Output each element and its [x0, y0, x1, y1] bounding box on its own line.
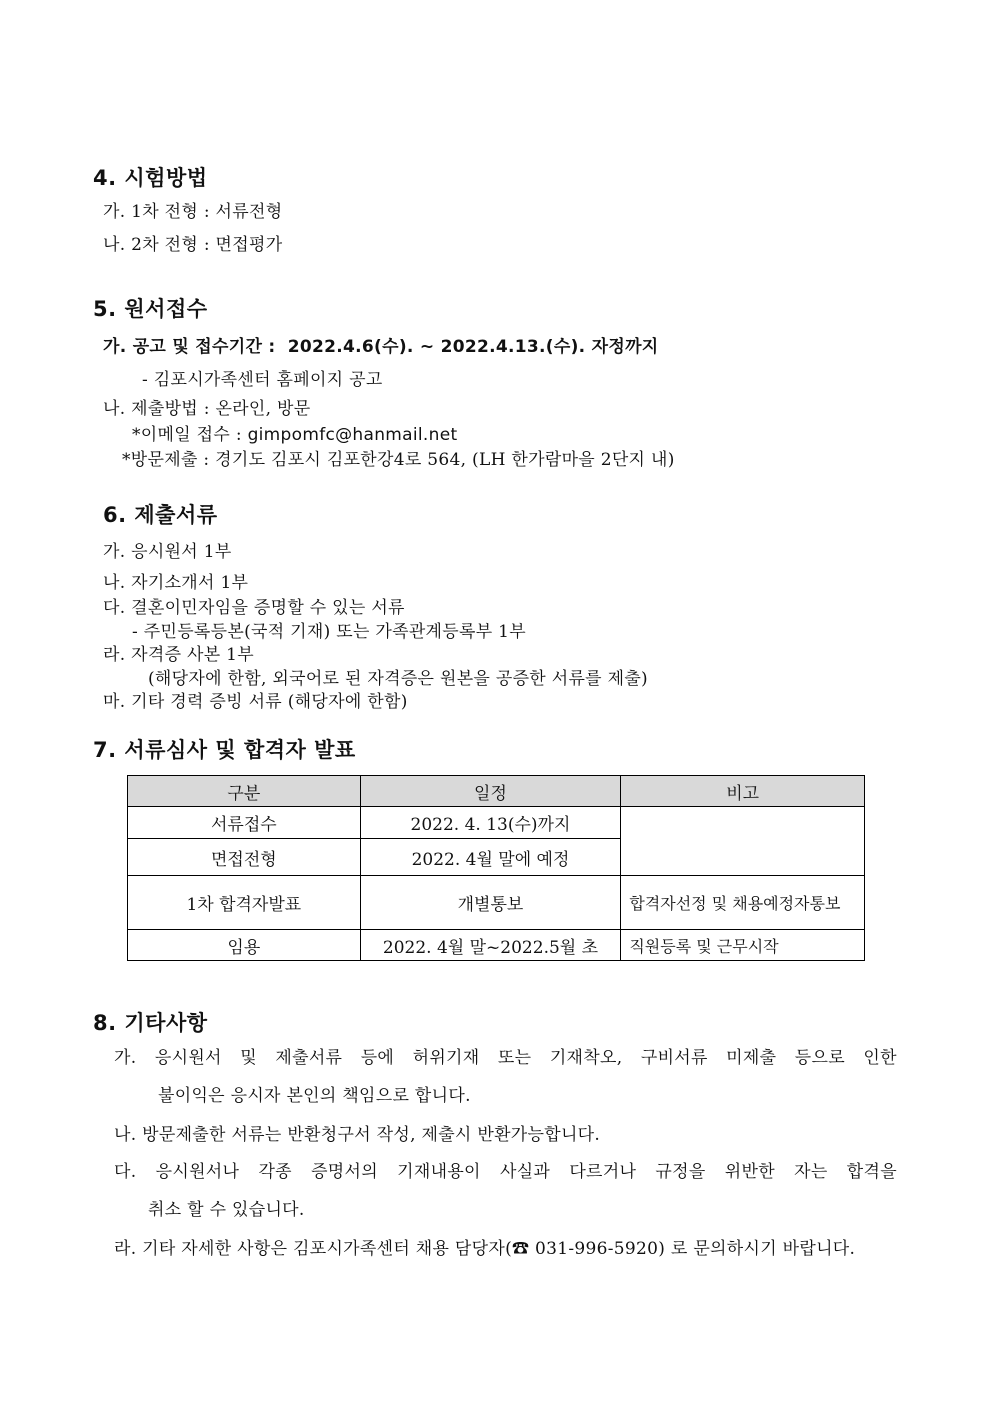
- header-category: 구분: [128, 776, 361, 807]
- word: 등에: [360, 1048, 395, 1068]
- word: 응시원서나: [155, 1162, 240, 1182]
- period-label: 가. 공고 및 접수기간 :: [103, 337, 282, 357]
- sec6-line-4: - 주민등록등본(국적 기재) 또는 가족관계등록부 1부: [132, 622, 526, 642]
- email-label: *이메일 접수 :: [132, 425, 248, 445]
- word: 위반한: [724, 1162, 775, 1182]
- word: 미제출: [726, 1048, 777, 1068]
- table-row: [128, 807, 865, 839]
- cell-category: 1차 합격자발표: [128, 876, 361, 930]
- word: 가.: [114, 1048, 137, 1068]
- sec6-line-5: 라. 자격증 사본 1부: [103, 645, 254, 665]
- sec8-item-b: 나. 방문제출한 서류는 반환청구서 작성, 제출시 반환가능합니다.: [114, 1125, 601, 1145]
- table-header-row: [128, 776, 865, 807]
- word: 자는: [794, 1162, 828, 1182]
- email-value: gimpomfc@hanmail.net: [247, 425, 458, 445]
- cell-schedule: 개별통보: [360, 876, 621, 930]
- sec4-item-2: 나. 2차 전형 : 면접평가: [103, 235, 283, 255]
- sec6-line-1: 가. 응시원서 1부: [103, 542, 232, 562]
- cell-note: 직원등록 및 근무시작: [621, 930, 865, 961]
- word: 또는: [497, 1048, 532, 1068]
- word: 등으로: [794, 1048, 845, 1068]
- cell-schedule: 2022. 4. 13(수)까지: [360, 807, 621, 839]
- period-value: 2022.4.6(수). ~ 2022.4.13.(수). 자정까지: [287, 337, 659, 357]
- cell-note: [621, 807, 865, 876]
- sec5-visit: *방문제출 : 경기도 김포시 김포한강4로 564, (LH 한가람마을 2단지 내): [122, 450, 675, 470]
- section-4-title: 4. 시험방법: [93, 166, 208, 190]
- sec8-item-a-line-1: [114, 1043, 897, 1068]
- word: 응시원서: [154, 1048, 222, 1068]
- cell-category: 면접전형: [128, 839, 361, 876]
- word: 제출서류: [275, 1048, 343, 1068]
- table-row: [128, 876, 865, 930]
- section-5-title: 5. 원서접수: [93, 297, 208, 321]
- word: 각종: [258, 1162, 292, 1182]
- word: 기재착오,: [549, 1048, 623, 1068]
- sec8-item-d: 라. 기타 자세한 사항은 김포시가족센터 채용 담당자(☎ 031-996-5920) 로 문의하시기 바랍니다.: [114, 1239, 856, 1259]
- word: 구비서류: [640, 1048, 708, 1068]
- word: 기재내용이: [397, 1162, 481, 1182]
- section-8-title: 8. 기타사항: [93, 1011, 208, 1035]
- sec6-line-3: 다. 결혼이민자임을 증명할 수 있는 서류: [103, 598, 405, 618]
- word: 다.: [114, 1162, 137, 1182]
- word: 합격을: [846, 1162, 897, 1182]
- sec4-item-1: 가. 1차 전형 : 서류전형: [103, 202, 283, 222]
- sec5-email: [132, 420, 457, 445]
- section-6-title: 6. 제출서류: [103, 503, 218, 527]
- schedule-table: [127, 775, 865, 961]
- sec6-line-2: 나. 자기소개서 1부: [103, 573, 249, 593]
- word: 다르거나: [569, 1162, 637, 1182]
- word: 사실과: [499, 1162, 551, 1182]
- word: 증명서의: [311, 1162, 378, 1182]
- sec5-period: [103, 332, 659, 357]
- sec8-item-c-line-1: [114, 1157, 897, 1182]
- cell-category: 임용: [128, 930, 361, 961]
- cell-category: 서류접수: [128, 807, 361, 839]
- sec8-item-a-line-2: 불이익은 응시자 본인의 책임으로 합니다.: [158, 1086, 471, 1106]
- table-row: [128, 930, 865, 961]
- sec5-period-note: - 김포시가족센터 홈페이지 공고: [142, 370, 383, 390]
- word: 규정을: [655, 1162, 706, 1182]
- cell-schedule: 2022. 4월 말~2022.5월 초: [360, 930, 621, 961]
- sec6-line-7: 마. 기타 경력 증빙 서류 (해당자에 한함): [103, 692, 408, 712]
- header-note: 비고: [621, 776, 865, 807]
- word: 및: [240, 1048, 257, 1068]
- sec6-line-6: (해당자에 한함, 외국어로 된 자격증은 원본을 공증한 서류를 제출): [148, 669, 648, 689]
- cell-schedule: 2022. 4월 말에 예정: [360, 839, 621, 876]
- section-7-title: 7. 서류심사 및 합격자 발표: [93, 738, 356, 762]
- word: 허위기재: [412, 1048, 480, 1068]
- word: 인한: [863, 1048, 897, 1068]
- header-schedule: 일정: [360, 776, 621, 807]
- cell-note: 합격자선정 및 채용예정자통보: [621, 876, 865, 930]
- sec5-method: 나. 제출방법 : 온라인, 방문: [103, 399, 311, 419]
- sec8-item-c-line-2: 취소 할 수 있습니다.: [148, 1200, 305, 1220]
